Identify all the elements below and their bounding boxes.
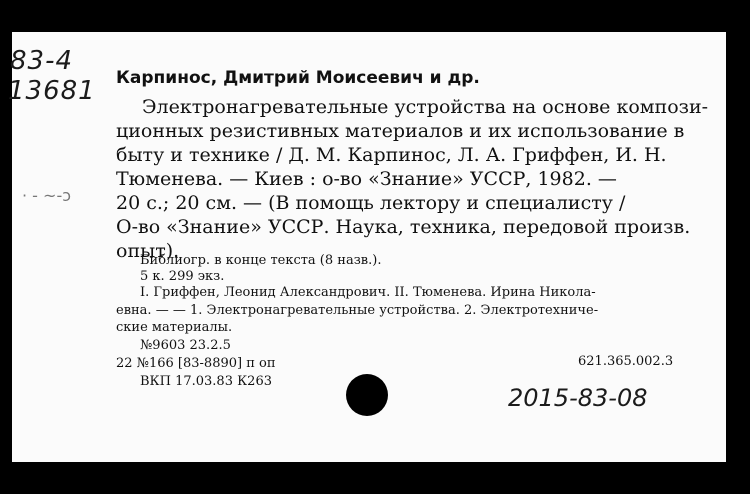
udc-classification: 621.365.002.3: [578, 354, 674, 369]
handwritten-bottom-note: 2015-83-08: [508, 384, 648, 412]
note-bibliography: Библиогр. в конце текста (8 назв.).: [140, 253, 382, 268]
note-number: №9603 23.2.5: [140, 338, 231, 353]
description-line-2: ционных резистивных материалов и их использование в: [116, 120, 685, 142]
note-entries-2: евна. — — 1. Электронагревательные устройства. 2. Электротехниче-: [116, 303, 599, 318]
description-line-3: быту и технике / Д. М. Карпинос, Л. А. Гриффен, И. Н.: [116, 144, 667, 166]
card-punch-hole: [346, 374, 388, 416]
note-entries-3: ские материалы.: [116, 320, 233, 335]
handwritten-code-bottom: 13681: [8, 76, 96, 106]
description-line-1: Электронагревательные устройства на основе компози-: [142, 96, 709, 118]
description-line-4: Тюменева. — Киев : о-во «Знание» УССР, 1982. —: [116, 168, 617, 190]
description-line-7: опыт).: [116, 240, 180, 262]
description-line-6: О-во «Знание» УССР. Наука, техника, передовой произв.: [116, 216, 691, 238]
note-registry: 22 №166 [83-8890] п оп: [116, 356, 276, 371]
note-price-copies: 5 к. 299 экз.: [140, 269, 225, 284]
handwritten-code-top: 83-4: [10, 46, 74, 76]
note-vkp: ВКП 17.03.83 К263: [140, 374, 272, 389]
ink-smudge: · - ~-ɔ: [22, 186, 71, 205]
description-line-5: 20 с.; 20 см. — (В помощь лектору и специалисту /: [116, 192, 626, 214]
note-entries-1: I. Гриффен, Леонид Александрович. II. Тюменева. Ирина Никола-: [140, 285, 596, 300]
author-heading: Карпинос, Дмитрий Моисеевич и др.: [116, 68, 480, 88]
